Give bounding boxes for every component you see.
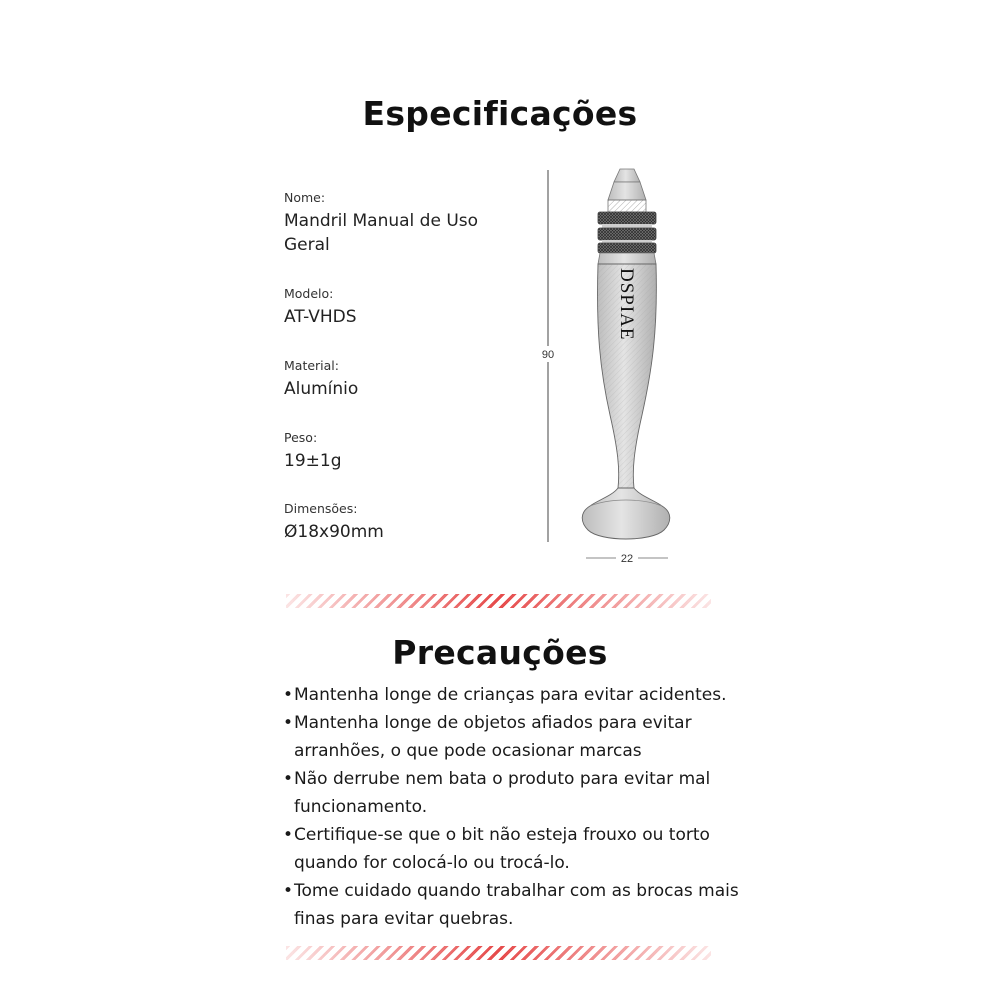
precaution-item: • Não derrube nem bata o produto para evitar mal funcionamento. (283, 769, 711, 817)
spec-name-value: Mandril Manual de Uso Geral (284, 211, 479, 255)
precaution-item: • Mantenha longe de crianças para evitar acidentes. (283, 685, 727, 705)
precautions-title: Precauções (392, 633, 608, 672)
spec-weight-value: 19±1g (284, 451, 342, 471)
knurled-ring-middle (598, 228, 656, 240)
brand-logo: DSPIAE (616, 268, 637, 341)
spec-weight-label: Peso: (284, 430, 318, 445)
spec-model-label: Modelo: (284, 286, 334, 301)
knurled-ring-lower (598, 243, 656, 253)
spec-material (284, 358, 494, 401)
handle-base (582, 488, 670, 539)
spec-material-label: Material: (284, 358, 339, 373)
hand-chuck-diagram (530, 160, 680, 580)
spec-dimensions-label: Dimensões: (284, 501, 358, 516)
spec-name-label: Nome: (284, 190, 326, 205)
spec-dimensions (284, 501, 494, 544)
specifications-title: Especificações (362, 94, 638, 133)
spec-model (284, 286, 494, 329)
stripe-divider-bottom (286, 946, 711, 960)
precaution-item: • Mantenha longe de objetos afiados para evitar arranhões, o que pode ocasionar marcas (283, 713, 692, 761)
stripe-divider-top (286, 594, 711, 608)
precautions-list (283, 681, 743, 933)
spec-model-value: AT-VHDS (284, 307, 357, 327)
precaution-item: • Tome cuidado quando trabalhar com as brocas mais finas para evitar quebras. (283, 881, 739, 929)
spec-name (284, 190, 494, 257)
spec-material-value: Alumínio (284, 379, 359, 399)
spec-dimensions-value: Ø18x90mm (284, 522, 384, 542)
width-dimension-label: 22 (620, 553, 634, 565)
collet-tip (614, 169, 640, 182)
precaution-item: • Certifique-se que o bit não esteja frouxo ou torto quando for colocá-lo ou trocá-lo. (283, 825, 710, 873)
spec-weight (284, 430, 494, 473)
height-dimension-label: 90 (541, 349, 555, 361)
knurled-ring-upper (598, 212, 656, 224)
